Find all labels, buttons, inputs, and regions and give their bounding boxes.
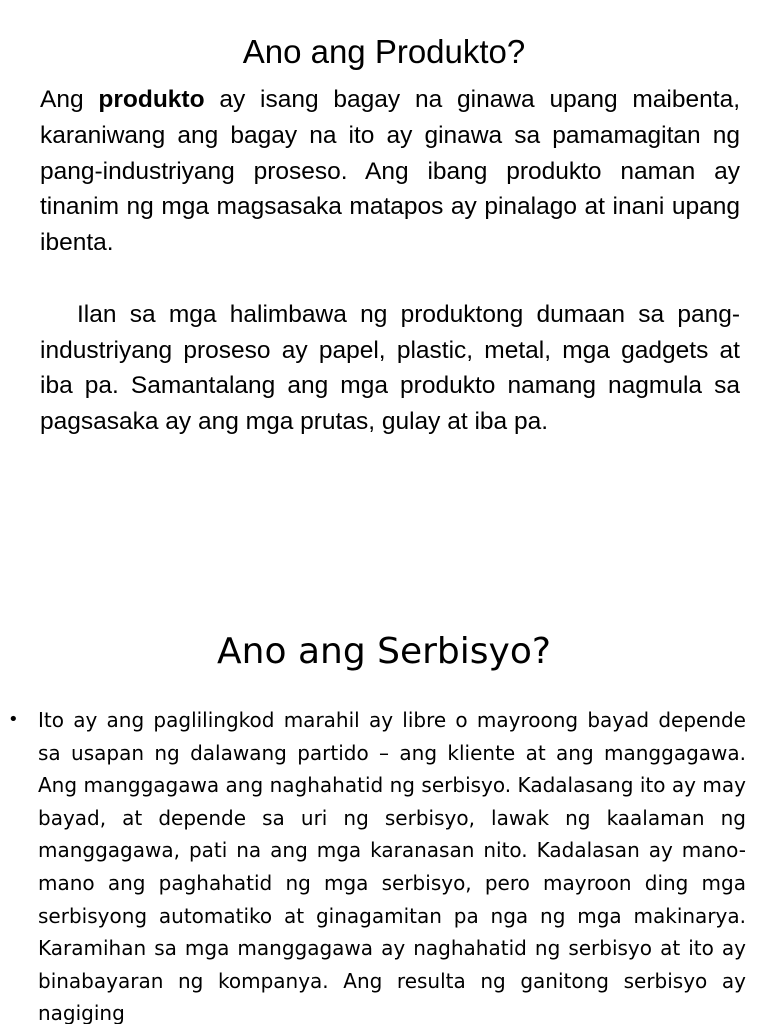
produkto-paragraph-2: Ilan sa mga halimbawa ng produktong dumaan sa pang-industriyang proseso ay papel, plastic, metal, mga gadgets at iba pa. Samantalang ang mga produkto namang nagmula sa pagsasaka ay ang mga prutas, gulay at iba pa. bbox=[40, 300, 740, 436]
produkto-keyword: produkto bbox=[98, 86, 205, 113]
produkto-body bbox=[40, 82, 740, 440]
produkto-p1-lead: Ang bbox=[40, 86, 99, 113]
produkto-p1-rest: ay isang bagay na ginawa upang maibenta, karaniwang ang bagay na ito ay ginawa sa pamamagitan ng pang-industriyang proseso. Ang ibang produkto naman ay tinanim ng mga magsasaka matapos ay pinalago at inani upang ibenta. bbox=[40, 86, 740, 257]
bullet-marker: • bbox=[8, 709, 19, 730]
produkto-title: Ano ang Produkto? bbox=[242, 33, 526, 70]
slide-serbisyo bbox=[0, 560, 768, 1024]
serbisyo-paragraph: Ito ay ang paglilingkod marahil ay libre o mayroong bayad depende sa usapan ng dalawang partido – ang kliente at ang manggagawa. Ang manggagawa ang naghahatid ng serbisyo. Kadalasang ito ay may bayad, at depende sa uri ng serbisyo, lawak ng kaalaman ng manggagawa, pati na ang mga karanasan nito. Kadalasan ay mano-mano ang paghahatid ng mga serbisyo, pero mayroon ding mga serbisyong automatiko at ginagamitan pa nga ng mga makinarya. Karamihan sa mga manggagawa ay naghahatid ng serbisyo at ito ay binabayaran ng kompanya. Ang resulta ng ganitong serbisyo ay nagiging bbox=[38, 708, 746, 1024]
produkto-paragraph-1 bbox=[40, 82, 740, 261]
serbisyo-title: Ano ang Serbisyo? bbox=[217, 631, 551, 672]
